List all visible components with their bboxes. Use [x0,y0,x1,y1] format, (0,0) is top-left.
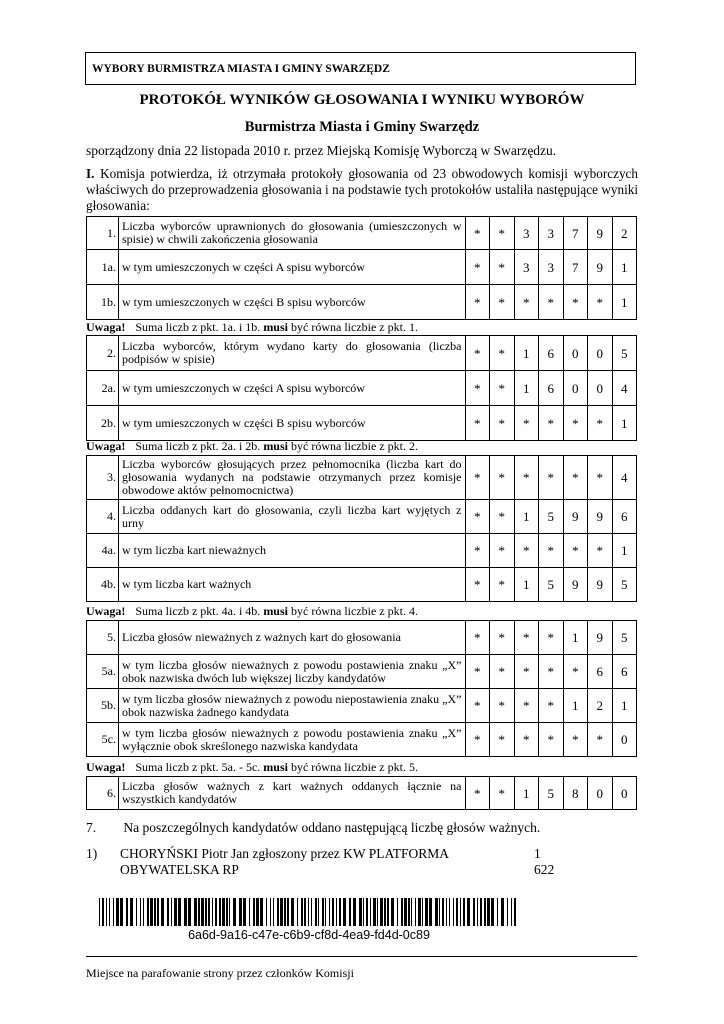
digit-cell: * [465,456,490,500]
digit-cell: 5 [612,336,637,371]
note-text-end: być równa liczbie z pkt. 5. [290,760,418,774]
digit-cell: 5 [539,500,564,534]
election-header-box [85,52,636,85]
digit-cell: 9 [563,500,588,534]
sum-note [86,604,418,619]
digit-cell: * [465,406,490,441]
digit-cell: * [490,723,515,757]
digit-cell: 7 [563,250,588,285]
digit-cell: * [490,371,515,406]
digit-cell: 9 [588,217,613,250]
digit-cell: 1 [514,777,539,810]
item-7-number: 7. [86,820,97,835]
row-description: w tym liczba kart ważnych [119,568,466,602]
protocol-subtitle: Burmistrza Miasta i Gminy Swarzędz [244,119,480,135]
digit-cell: 9 [588,500,613,534]
row-number: 5. [87,621,119,655]
row-description: Liczba wyborców, którym wydano karty do głosowania (liczba podpisów w spisie) [119,336,466,371]
digit-cell: 2 [612,217,637,250]
row-description: w tym liczba kart nieważnych [119,534,466,568]
results-table [86,455,637,602]
table-row [87,500,637,534]
table-row [87,568,637,602]
note-text-end: być równa liczbie z pkt. 2. [291,439,418,453]
row-description: w tym liczba głosów nieważnych z powodu niepostawienia znaku „X” obok nazwiska żadnego kandydata [119,689,466,723]
digit-cell: * [539,689,564,723]
table-row [87,655,637,689]
digit-cell: 9 [588,568,613,602]
table-row [87,250,637,285]
digit-cell: 1 [563,689,588,723]
digit-cell: 1 [514,336,539,371]
table-row [87,371,637,406]
row-description: Liczba wyborców głosujących przez pełnomocnika (liczba kart do głosowania wydanych na podstawie otrzymanych przez komisje obwodowe aktów pełnomocnictwa) [119,456,466,500]
table-row [87,723,637,757]
digit-cell: * [539,723,564,757]
note-text: Suma liczb z pkt. 5a. - 5c. [135,760,261,774]
intro-label: I. [86,166,95,181]
digit-cell: * [514,621,539,655]
digit-cell: * [563,723,588,757]
drawn-up-statement: sporządzony dnia 22 listopada 2010 r. przez Miejską Komisję Wyborczą w Swarzędzu. [86,143,557,158]
footer-text: Miejsce na parafowanie strony przez członków Komisji [86,966,354,980]
digit-cell: * [465,777,490,810]
row-description: w tym liczba głosów nieważnych z powodu postawienia znaku „X” wyłącznie obok skreślonego nazwiska kandydata [119,723,466,757]
digit-cell: 1 [612,285,637,320]
results-table [86,620,637,757]
digit-cell: * [588,406,613,441]
digit-cell: * [465,371,490,406]
digit-cell: * [563,456,588,500]
digit-cell: * [465,217,490,250]
row-description: w tym liczba głosów nieważnych z powodu postawienia znaku „X” obok nazwiska dwóch lub większej liczby kandydatów [119,655,466,689]
row-description: w tym umieszczonych w części A spisu wyborców [119,250,466,285]
digit-cell: 5 [539,777,564,810]
digit-cell: 5 [612,621,637,655]
note-emphasis: musi [263,439,288,453]
digit-cell: * [514,534,539,568]
digit-cell: * [465,621,490,655]
note-label: Uwaga! [86,439,126,453]
table-row [87,285,637,320]
digit-cell: * [514,285,539,320]
digit-cell: 5 [612,568,637,602]
digit-cell: * [465,285,490,320]
digit-cell: * [490,217,515,250]
digit-cell: * [465,250,490,285]
intro-paragraph [86,166,638,214]
digit-cell: * [490,777,515,810]
digit-cell: 6 [612,500,637,534]
digit-cell: * [514,689,539,723]
digit-cell: 4 [612,456,637,500]
row-number: 5a. [87,655,119,689]
digit-cell: * [465,689,490,723]
digit-cell: * [539,655,564,689]
digit-cell: * [563,534,588,568]
row-number: 2a. [87,371,119,406]
digit-cell: 0 [563,371,588,406]
table-row [87,217,637,250]
row-number: 2b. [87,406,119,441]
digit-cell: * [514,723,539,757]
digit-cell: 9 [588,621,613,655]
digit-cell: * [563,655,588,689]
digit-cell: 1 [514,500,539,534]
digit-cell: 7 [563,217,588,250]
digit-cell: * [539,621,564,655]
note-emphasis: musi [263,320,288,334]
digit-cell: 3 [539,250,564,285]
digit-cell: 0 [588,336,613,371]
digit-cell: * [490,655,515,689]
note-text-end: być równa liczbie z pkt. 1. [291,320,418,334]
sum-note [86,439,418,454]
digit-cell: 0 [588,777,613,810]
note-text: Suma liczb z pkt. 2a. i 2b. [135,439,261,453]
digit-cell: 6 [588,655,613,689]
note-label: Uwaga! [86,604,126,618]
digit-cell: 9 [588,250,613,285]
row-number: 4a. [87,534,119,568]
results-table [86,335,637,441]
digit-cell: 3 [514,250,539,285]
digit-cell: * [465,655,490,689]
row-number: 1b. [87,285,119,320]
digit-cell: * [490,250,515,285]
digit-cell: 0 [612,777,637,810]
row-description: w tym umieszczonych w części B spisu wyborców [119,285,466,320]
digit-cell: * [490,500,515,534]
sum-note [86,760,418,775]
sum-note [86,320,418,335]
note-text: Suma liczb z pkt. 1a. i 1b. [135,320,261,334]
note-emphasis: musi [263,604,288,618]
table-row [87,456,637,500]
digit-cell: * [465,336,490,371]
barcode-icon [99,898,519,926]
digit-cell: 1 [514,568,539,602]
digit-cell: * [514,456,539,500]
row-description: Liczba głosów nieważnych z ważnych kart do głosowania [119,621,466,655]
results-table [86,776,637,810]
note-text-end: być równa liczbie z pkt. 4. [291,604,418,618]
digit-cell: * [563,285,588,320]
digit-cell: 1 [563,621,588,655]
digit-cell: * [490,534,515,568]
table-row [87,336,637,371]
row-number: 6. [87,777,119,810]
digit-cell: 1 [514,371,539,406]
digit-cell: 0 [612,723,637,757]
digit-cell: 3 [514,217,539,250]
footer-rule [86,956,637,957]
results-table [86,216,637,320]
digit-cell: * [539,534,564,568]
digit-cell: * [490,336,515,371]
note-text: Suma liczb z pkt. 4a. i 4b. [135,604,261,618]
digit-cell: 3 [539,217,564,250]
digit-cell: * [465,568,490,602]
digit-cell: * [539,285,564,320]
digit-cell: * [490,568,515,602]
table-row [87,621,637,655]
digit-cell: * [588,723,613,757]
digit-cell: 1 [612,406,637,441]
digit-cell: * [588,456,613,500]
row-number: 5c. [87,723,119,757]
row-number: 4. [87,500,119,534]
digit-cell: 0 [588,371,613,406]
digit-cell: * [539,456,564,500]
candidate-number: 1) [86,846,98,861]
digit-cell: * [490,689,515,723]
digit-cell: 6 [539,336,564,371]
note-label: Uwaga! [86,760,126,774]
digit-cell: 1 [612,534,637,568]
digit-cell: * [588,285,613,320]
digit-cell: * [490,621,515,655]
item-7 [86,820,540,836]
table-row [87,406,637,441]
table-row [87,777,637,810]
row-number: 1a. [87,250,119,285]
row-description: Liczba głosów ważnych z kart ważnych oddanych łącznie na wszystkich kandydatów [119,777,466,810]
row-description: w tym umieszczonych w części B spisu wyborców [119,406,466,441]
digit-cell: * [563,406,588,441]
row-description: Liczba oddanych kart do głosowania, czyli liczba kart wyjętych z urny [119,500,466,534]
digit-cell: 6 [539,371,564,406]
intro-text: Komisja potwierdza, iż otrzymała protokoły głosowania od 23 obwodowych komisji wyborczych właściwych do przeprowadzenia głosowania i na podstawie tych protokołów ustaliła następujące wyniki głosowania: [86,166,639,213]
digit-cell: 1 [612,689,637,723]
row-number: 2. [87,336,119,371]
row-number: 1. [87,217,119,250]
digit-cell: 5 [539,568,564,602]
election-header: WYBORY BURMISTRZA MIASTA I GMINY SWARZĘDZ [92,63,390,75]
digit-cell: * [588,534,613,568]
table-row [87,534,637,568]
protocol-title: PROTOKÓŁ WYNIKÓW GŁOSOWANIA I WYNIKU WYBORÓW [139,92,585,108]
digit-cell: * [539,406,564,441]
barcode-text: 6a6d-9a16-c47e-c6b9-cf8d-4ea9-fd4d-0c89 [188,928,430,942]
digit-cell: * [514,406,539,441]
row-description: w tym umieszczonych w części A spisu wyborców [119,371,466,406]
digit-cell: 9 [563,568,588,602]
row-description: Liczba wyborców uprawnionych do głosowania (umieszczonych w spisie) w chwili zakończenia głosowania [119,217,466,250]
row-number: 4b. [87,568,119,602]
candidate-votes: 1 622 [534,846,555,877]
digit-cell: * [514,655,539,689]
note-emphasis: musi [263,760,288,774]
digit-cell: * [490,456,515,500]
digit-cell: * [490,406,515,441]
candidate-name: CHORYŃSKI Piotr Jan zgłoszony przez KW PLATFORMA OBYWATELSKA RP [120,846,449,877]
digit-cell: 0 [563,336,588,371]
digit-cell: * [465,534,490,568]
digit-cell: 6 [612,655,637,689]
table-row [87,689,637,723]
item-7-text: Na poszczególnych kandydatów oddano następującą liczbę głosów ważnych. [123,820,541,835]
digit-cell: * [465,500,490,534]
digit-cell: 2 [588,689,613,723]
digit-cell: 8 [563,777,588,810]
digit-cell: * [465,723,490,757]
digit-cell: * [490,285,515,320]
digit-cell: 4 [612,371,637,406]
row-number: 5b. [87,689,119,723]
digit-cell: 1 [612,250,637,285]
row-number: 3. [87,456,119,500]
note-label: Uwaga! [86,320,126,334]
